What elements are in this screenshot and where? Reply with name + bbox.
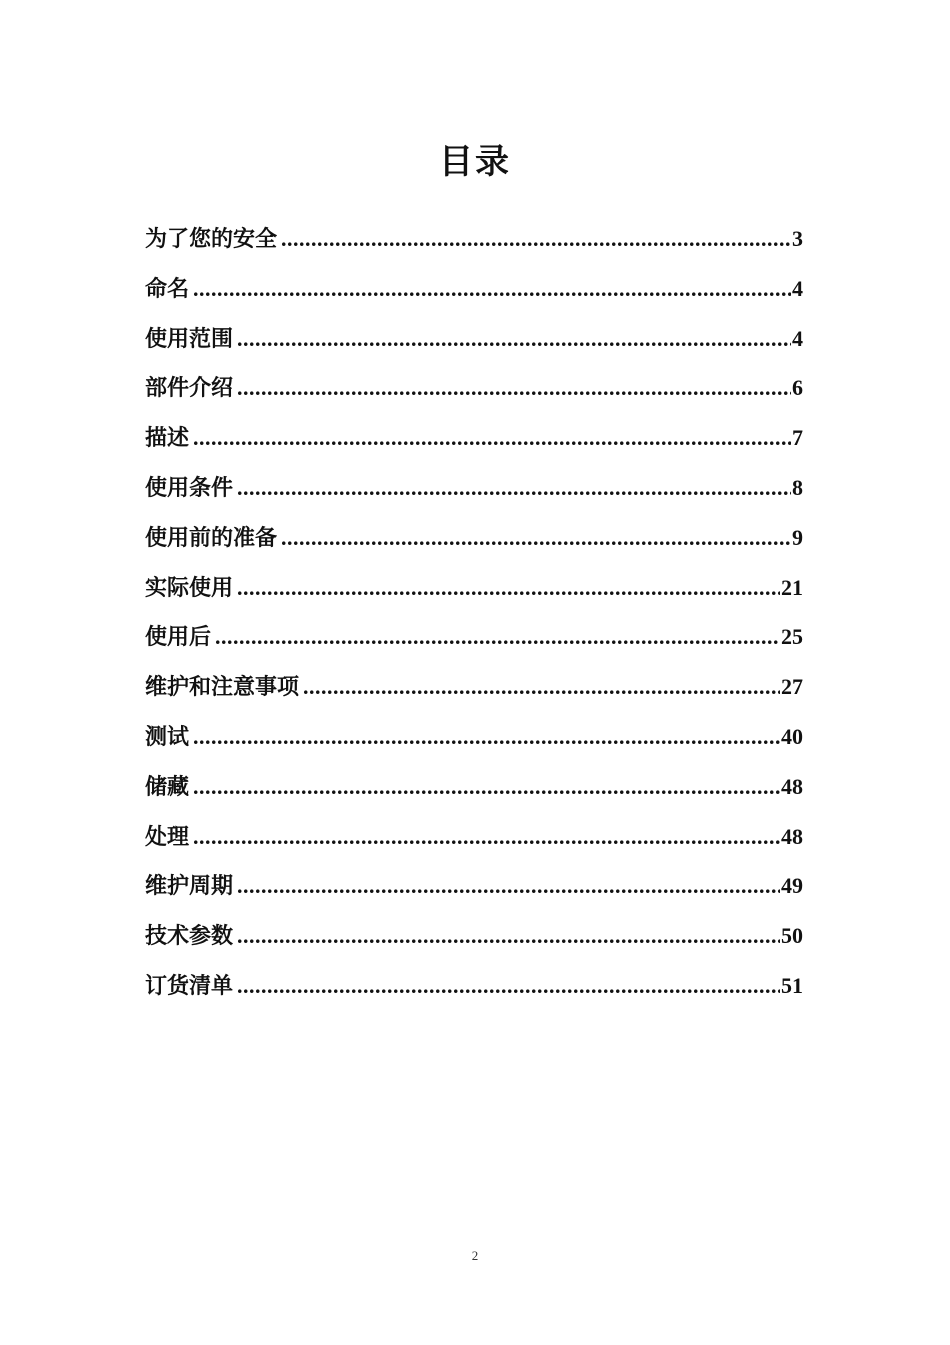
toc-entry-page: 50 (781, 923, 803, 949)
toc-entry-page: 48 (781, 823, 803, 849)
toc-entry-technical-specs[interactable] (145, 916, 803, 966)
toc-dot-leader (237, 468, 791, 508)
toc-entry-label: 订货清单 (145, 973, 234, 999)
toc-dot-leader (303, 667, 780, 707)
toc-entry-preparation[interactable] (145, 518, 803, 568)
toc-dot-leader (237, 916, 780, 956)
toc-entry-storage[interactable] (145, 767, 803, 817)
page-title: 目录 (439, 141, 511, 182)
toc-entry-page: 40 (781, 723, 803, 749)
toc-entry-page: 49 (781, 873, 803, 899)
toc-entry-label: 部件介绍 (145, 376, 234, 402)
toc-entry-label: 使用前的准备 (145, 525, 278, 551)
toc-dot-leader (193, 767, 780, 807)
toc-entry-page: 8 (792, 474, 803, 500)
toc-dot-leader (237, 368, 791, 408)
toc-entry-page: 7 (792, 425, 803, 451)
toc-entry-label: 实际使用 (145, 575, 234, 601)
toc-dot-leader (237, 866, 780, 906)
toc-entry-page: 25 (781, 624, 803, 650)
page-number: 2 (471, 1248, 479, 1263)
toc-dot-leader (193, 269, 791, 309)
toc-entry-page: 3 (792, 226, 803, 251)
toc-entry-label: 使用后 (145, 625, 212, 651)
toc-entry-page: 4 (792, 275, 803, 301)
toc-entry-page: 4 (792, 325, 803, 351)
toc-entry-label: 为了您的安全 (145, 227, 278, 252)
toc-dot-leader (281, 219, 791, 259)
toc-entry-disposal[interactable] (145, 817, 803, 867)
toc-entry-label: 维护周期 (145, 874, 234, 900)
toc-entry-label: 描述 (145, 426, 190, 452)
toc-dot-leader (193, 418, 791, 458)
toc-entry-label: 命名 (145, 276, 190, 302)
toc-dot-leader (215, 617, 780, 657)
toc-entry-label: 测试 (145, 724, 190, 750)
toc-entry-order-list[interactable] (145, 966, 803, 1016)
toc-entry-maintenance-cycle[interactable] (145, 866, 803, 916)
table-of-contents (145, 219, 803, 1016)
toc-entry-scope[interactable] (145, 319, 803, 369)
toc-entry-page: 21 (781, 574, 803, 600)
toc-entry-conditions[interactable] (145, 468, 803, 518)
toc-dot-leader (237, 568, 780, 608)
toc-entry-label: 使用范围 (145, 326, 234, 352)
toc-entry-page: 51 (781, 972, 803, 998)
toc-entry-testing[interactable] (145, 717, 803, 767)
toc-entry-components[interactable] (145, 368, 803, 418)
toc-dot-leader (237, 319, 791, 359)
toc-entry-label: 使用条件 (145, 475, 234, 501)
toc-entry-label: 维护和注意事项 (145, 675, 300, 701)
toc-entry-label: 技术参数 (145, 924, 234, 950)
toc-entry-label: 储藏 (145, 774, 190, 800)
toc-entry-page: 6 (792, 375, 803, 401)
toc-entry-label: 处理 (145, 824, 190, 850)
toc-entry-description[interactable] (145, 418, 803, 468)
toc-entry-safety[interactable] (145, 219, 803, 269)
toc-dot-leader (193, 717, 780, 757)
toc-entry-maintenance-notes[interactable] (145, 667, 803, 717)
toc-entry-page: 27 (781, 674, 803, 700)
toc-dot-leader (193, 817, 780, 857)
toc-entry-page: 48 (781, 773, 803, 799)
toc-entry-after-use[interactable] (145, 617, 803, 667)
toc-dot-leader (281, 518, 791, 558)
toc-entry-actual-use[interactable] (145, 568, 803, 618)
toc-entry-page: 9 (792, 524, 803, 550)
toc-entry-naming[interactable] (145, 269, 803, 319)
toc-dot-leader (237, 966, 780, 1006)
